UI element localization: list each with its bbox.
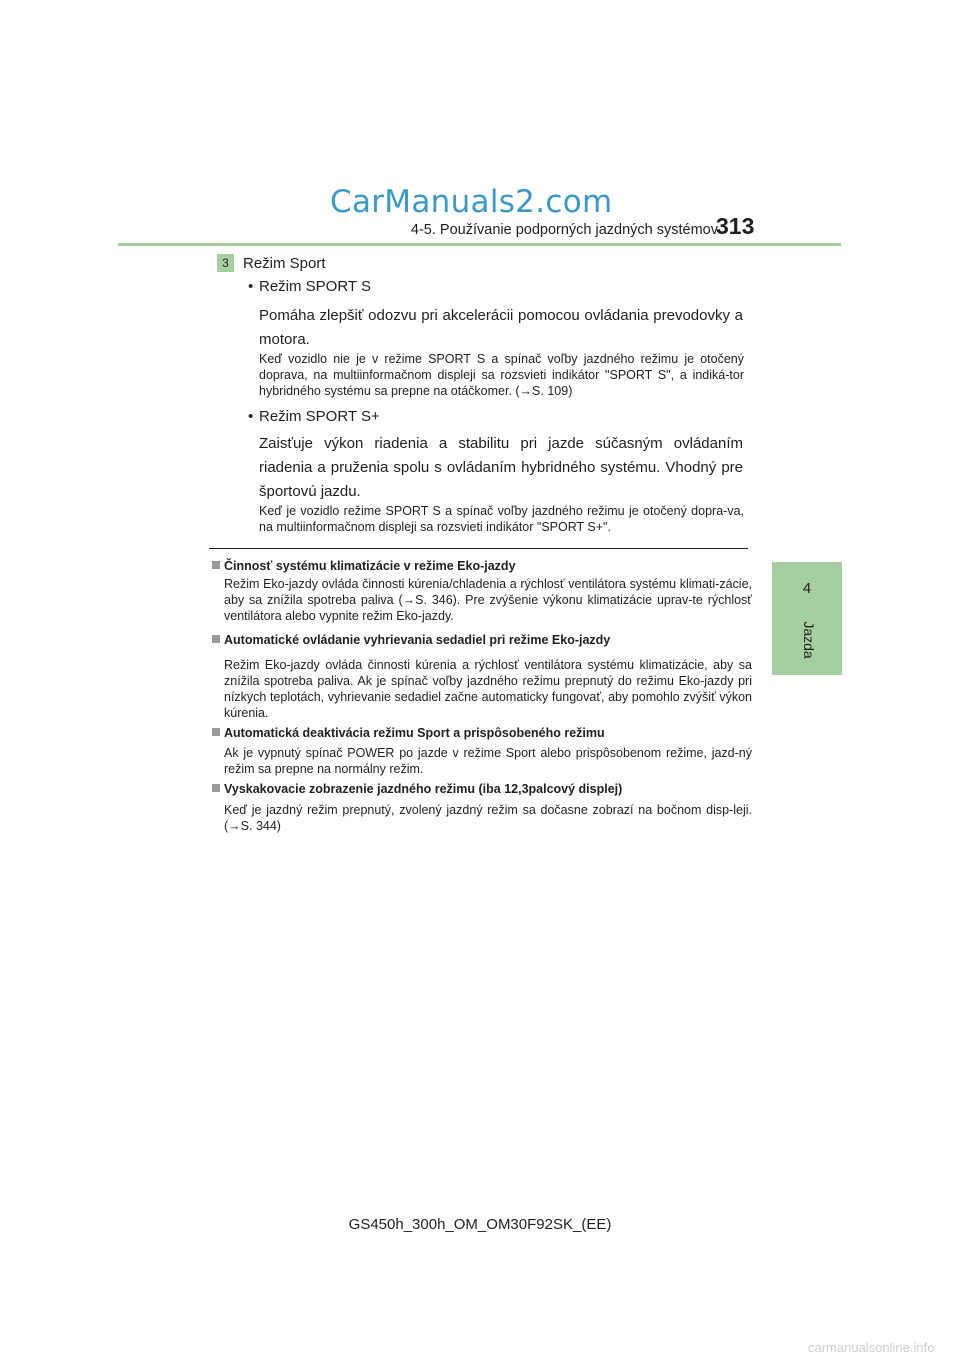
sport-s-body: Pomáha zlepšiť odozvu pri akcelerácii pomocou ovládania prevodovky a motora. (259, 307, 743, 348)
section-divider (209, 548, 748, 549)
note-body: Režim Eko-jazdy ovláda činnosti kúrenia/chladenia a rýchlosť ventilátora systému klimati-zácie, aby sa znížila spotreba paliva (→S. 346). Pre zvýšenie výkonu klimatizácie uprav-te rýchlosť ventilátora alebo vypnite režim Eko-jazdy. (224, 577, 752, 623)
section-title: 4-5. Používanie podporných jazdných systémov (410, 222, 718, 238)
sport-s-plus-body: Zaisťuje výkon riadenia a stabilitu pri jazde súčasným ovládaním riadenia a pruženia spolu s ovládaním hybridného systému. Vhodný pre športovú jazdu. (259, 435, 743, 500)
sport-s-plus-note: Keď je vozidlo režime SPORT S a spínač voľby jazdného režimu je otočený dopra-va, na multiinformačnom displeji sa rozsvieti indikátor "SPORT S+". (259, 504, 744, 534)
note-title: Činnosť systému klimatizácie v režime Eko-jazdy (212, 559, 516, 573)
sport-s-heading: Režim SPORT S (259, 278, 371, 295)
square-bullet-icon (212, 635, 220, 643)
note-body: Ak je vypnutý spínač POWER po jazde v režime Sport alebo prispôsobenom režime, jazd-ný režim sa prepne na normálny režim. (224, 746, 752, 776)
mode-title: Režim Sport (243, 255, 326, 272)
note-title: Vyskakovacie zobrazenie jazdného režimu (iba 12,3palcový displej) (212, 782, 622, 796)
chapter-number: 4 (802, 580, 812, 597)
note-body: Keď je jazdný režim prepnutý, zvolený jazdný režim sa dočasne zobrazí na bočnom disp-leji. (→S. 344) (224, 803, 752, 833)
square-bullet-icon (212, 561, 220, 569)
square-bullet-icon (212, 728, 220, 736)
header-rule (118, 243, 841, 246)
note-body: Režim Eko-jazdy ovláda činnosti kúrenia a rýchlosť ventilátora systému klimatizácie, aby sa znížila spotreba paliva. Ak je spínač voľby jazdného režimu prepnutý do režimu Eko-jazdy pri nízkych teplotách, vyhrievanie sedadiel začne automaticky fungovať, aby pomohlo zvýšiť výkon kúrenia. (224, 658, 752, 720)
carmanualsonline-watermark: carmanualsonline.info (808, 1340, 935, 1355)
carmanuals-watermark: CarManuals2.com (330, 184, 613, 220)
page-number: 313 (716, 213, 755, 239)
note-title: Automatické ovládanie vyhrievania sedadiel pri režime Eko-jazdy (212, 633, 610, 647)
square-bullet-icon (212, 784, 220, 792)
sport-s-plus-heading: Režim SPORT S+ (259, 408, 380, 425)
sport-s-note: Keď vozidlo nie je v režime SPORT S a spínač voľby jazdného režimu je otočený doprava, na multiinformačnom displeji sa rozsvieti indikátor "SPORT S", a indiká-tor hybridného systému sa prepne na otáčkomer. (→S. 109) (259, 352, 744, 398)
note-title: Automatická deaktivácia režimu Sport a prispôsobeného režimu (212, 726, 605, 740)
item-number-badge: 3 (217, 254, 234, 272)
document-code: GS450h_300h_OM_OM30F92SK_(EE) (348, 1216, 612, 1233)
bullet: • (248, 278, 254, 295)
bullet: • (248, 408, 254, 425)
chapter-label: Jazda (801, 621, 817, 659)
